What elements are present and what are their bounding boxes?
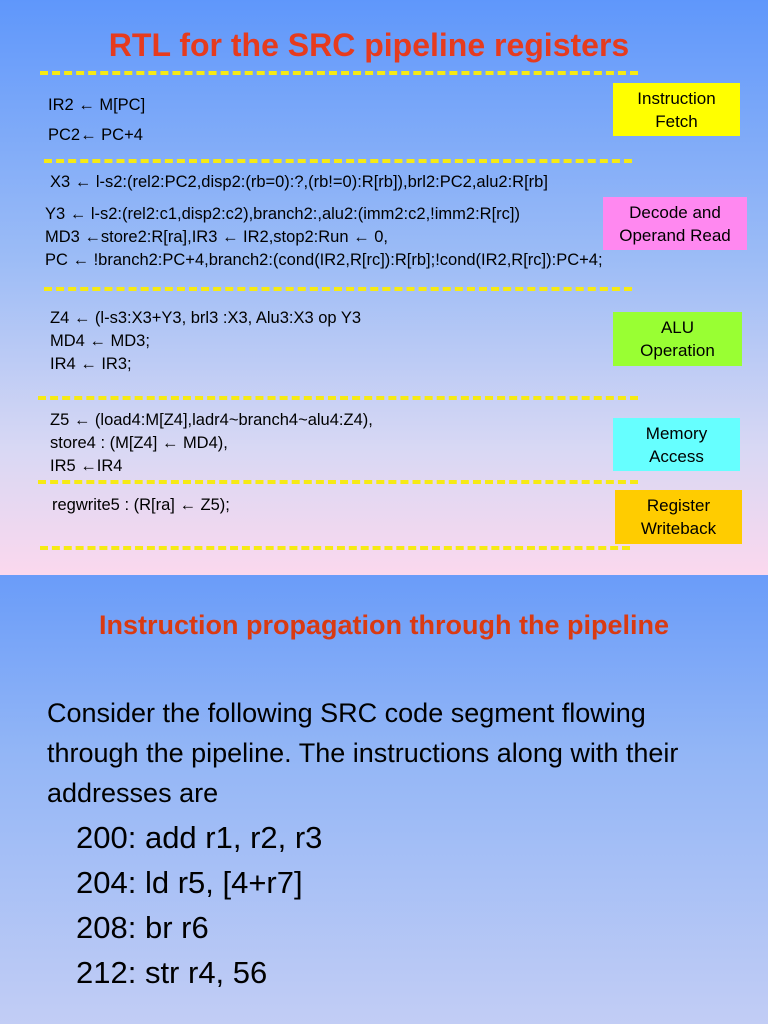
- code-line: 200: add r1, r2, r3: [76, 820, 323, 855]
- stage-separator: [40, 71, 638, 75]
- intro-paragraph: Consider the following SRC code segment flowing through the pipeline. The instructions along with their addresses are: [47, 698, 679, 808]
- stage-label-register-writeback: Register Writeback: [615, 490, 742, 544]
- fetch-rtl: [48, 90, 145, 150]
- code-line: 212: str r4, 56: [76, 955, 268, 990]
- rtl-line: X3 ← l-s2:(rel2:PC2,disp2:(rb=0):?,(rb!=0):R[rb]),brl2:PC2,alu2:R[rb]: [50, 173, 548, 191]
- code-line: 208: br r6: [76, 910, 209, 945]
- stage-label-instruction-fetch: Instruction Fetch: [613, 83, 740, 136]
- rtl-line: IR2 ← M[PC]: [48, 96, 146, 114]
- rtl-line: Y3 ← l-s2:(rel2:c1,disp2:c2),branch2:,alu2:(imm2:c2,!imm2:R[rc]): [45, 205, 520, 223]
- alu-rtl: [50, 307, 361, 376]
- stage-label-alu-operation: ALU Operation: [613, 312, 742, 366]
- rtl-line: IR4 ← IR3;: [50, 355, 132, 373]
- rtl-line: IR5 ←IR4: [50, 457, 123, 475]
- rtl-line: MD4 ← MD3;: [50, 332, 150, 350]
- rtl-line: Z4 ← (l-s3:X3+Y3, brl3 :X3, Alu3:X3 op Y3: [50, 309, 362, 327]
- writeback-rtl: [52, 494, 230, 517]
- slide-instruction-propagation: [0, 575, 768, 1024]
- stage-separator: [38, 396, 638, 400]
- stage-separator: [40, 546, 630, 550]
- slide-title: Instruction propagation through the pipeline: [99, 610, 669, 640]
- rtl-line: Z5 ← (load4:M[Z4],ladr4~branch4~alu4:Z4),: [50, 411, 373, 429]
- rtl-line: PC2← PC+4: [48, 126, 143, 144]
- code-line: 204: ld r5, [4+r7]: [76, 865, 303, 900]
- rtl-line: MD3 ←store2:R[ra],IR3 ← IR2,stop2:Run ← 0,: [45, 228, 388, 246]
- rtl-line: regwrite5 : (R[ra] ← Z5);: [52, 496, 230, 514]
- slide-title: RTL for the SRC pipeline registers: [108, 27, 630, 63]
- rtl-line: PC ← !branch2:PC+4,branch2:(cond(IR2,R[rc]):R[rb];!cond(IR2,R[rc]):PC+4;: [45, 251, 603, 269]
- decode-rtl-cont: [45, 203, 603, 272]
- memory-rtl: [50, 409, 373, 478]
- stage-separator: [44, 287, 632, 291]
- decode-rtl: [50, 171, 548, 194]
- stage-separator: [38, 480, 638, 484]
- stage-label-decode-operand-read: Decode and Operand Read: [603, 197, 747, 250]
- rtl-line: store4 : (M[Z4] ← MD4),: [50, 434, 228, 452]
- stage-separator: [44, 159, 632, 163]
- stage-label-memory-access: Memory Access: [613, 418, 740, 471]
- code-segment: [76, 815, 322, 995]
